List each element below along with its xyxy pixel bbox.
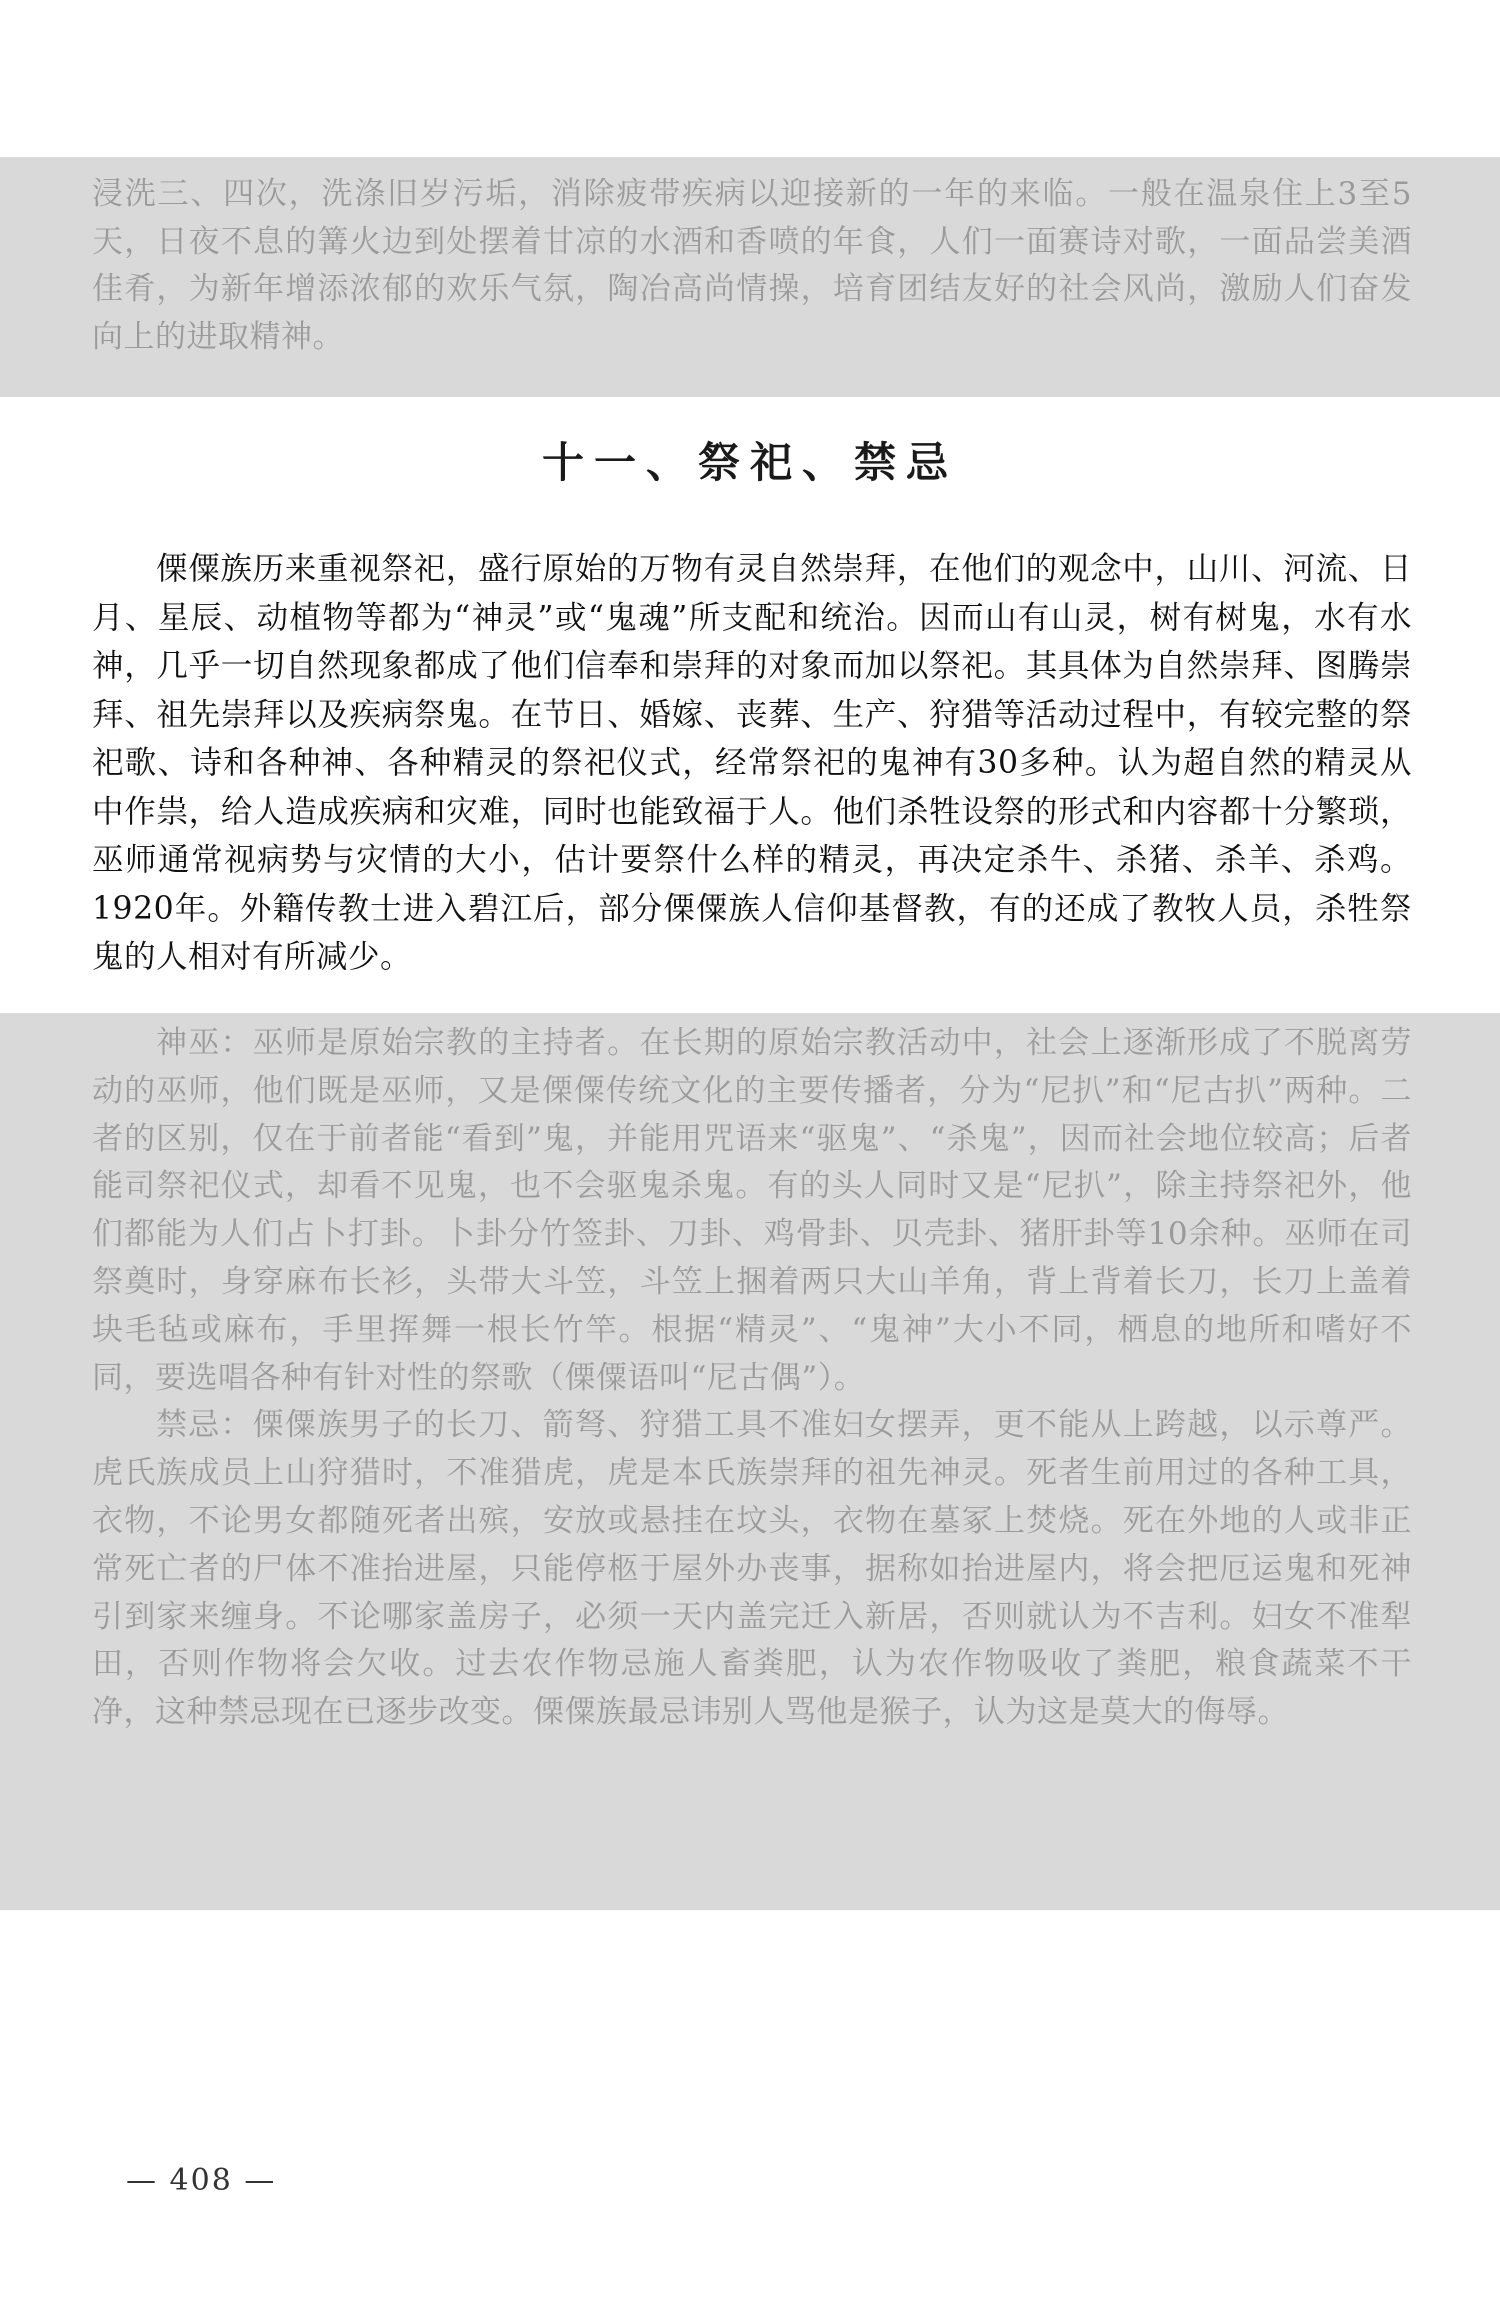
top-paragraph-block — [92, 171, 1412, 361]
section-title: 十一、祭祀、禁忌 — [541, 438, 958, 487]
taboo-paragraph: 禁忌：傈僳族男子的长刀、箭弩、狩猎工具不准妇女摆弄，更不能从上跨越，以示尊严。虎氏族成员上山狩猎时，不准猎虎，虎是本氏族崇拜的祖先神灵。死者生前用过的各种工具，衣物，不论男女都随死者出殡，安放或悬挂在坟头，衣物在墓冢上焚烧。死在外地的人或非正常死亡者的尸体不准抬进屋，只能停柩于屋外办丧事，据称如抬进屋内，将会把厄运鬼和死神引到家来缠身。不论哪家盖房子，必须一天内盖完迁入新居，否则就认为不吉利。妇女不准犁田，否则作物将会欠收。过去农作物忌施人畜粪肥，认为农作物吸收了粪肥，粮食蔬菜不干净，这种禁忌现在已逐步改变。傈僳族最忌讳别人骂他是猴子，认为这是莫大的侮辱。 — [92, 1407, 1412, 1731]
top-paragraph: 浸洗三、四次，洗涤旧岁污垢，消除疲带疾病以迎接新的一年的来临。一般在温泉住上3至5天，日夜不息的篝火边到处摆着甘凉的水酒和香喷的年食，人们一面赛诗对歌，一面品尝美酒佳肴，为新年增添浓郁的欢乐气氛，陶冶高尚情操，培育团结友好的社会风尚，激励人们奋发向上的进取精神。 — [92, 176, 1412, 355]
grey-paragraph-block — [92, 1020, 1412, 1737]
main-paragraph: 傈僳族历来重视祭祀，盛行原始的万物有灵自然崇拜，在他们的观念中，山川、河流、日月、星辰、动植物等都为“神灵”或“鬼魂”所支配和统治。因而山有山灵，树有树鬼，水有水神，几乎一切自然现象都成了他们信奉和崇拜的对象而加以祭祀。其具体为自然崇拜、图腾崇拜、祖先崇拜以及疾病祭鬼。在节日、婚嫁、丧葬、生产、狩猎等活动过程中，有较完整的祭祀歌、诗和各种神、各种精灵的祭祀仪式，经常祭祀的鬼神有30多种。认为超自然的精灵从中作祟，给人造成疾病和灾难，同时也能致福于人。他们杀牲设祭的形式和内容都十分繁琐，巫师通常视病势与灾情的大小，估计要祭什么样的精灵，再决定杀牛、杀猪、杀羊、杀鸡。1920年。外籍传教士进入碧江后，部分傈僳族人信仰基督教，有的还成了教牧人员，杀牲祭鬼的人相对有所减少。 — [92, 551, 1412, 975]
page-number: — 408 — — [126, 2163, 277, 2198]
shaman-paragraph: 神巫：巫师是原始宗教的主持者。在长期的原始宗教活动中，社会上逐渐形成了不脱离劳动的巫师，他们既是巫师，又是傈僳传统文化的主要传播者，分为“尼扒”和“尼古扒”两种。二者的区别，仅在于前者能“看到”鬼，并能用咒语来“驱鬼”、“杀鬼”，因而社会地位较高；后者能司祭祀仪式，却看不见鬼，也不会驱鬼杀鬼。有的头人同时又是“尼扒”，除主持祭祀外，他们都能为人们占卜打卦。卜卦分竹签卦、刀卦、鸡骨卦、贝壳卦、猪肝卦等10余种。巫师在司祭奠时，身穿麻布长衫，头带大斗笠，斗笠上捆着两只大山羊角，背上背着长刀，长刀上盖着块毛毡或麻布，手里挥舞一根长竹竿。根据“精灵”、“鬼神”大小不同，栖息的地所和嗜好不同，要选唱各种有针对性的祭歌（傈僳语叫“尼古偶”）。 — [92, 1025, 1412, 1396]
main-paragraph-block — [92, 545, 1412, 982]
